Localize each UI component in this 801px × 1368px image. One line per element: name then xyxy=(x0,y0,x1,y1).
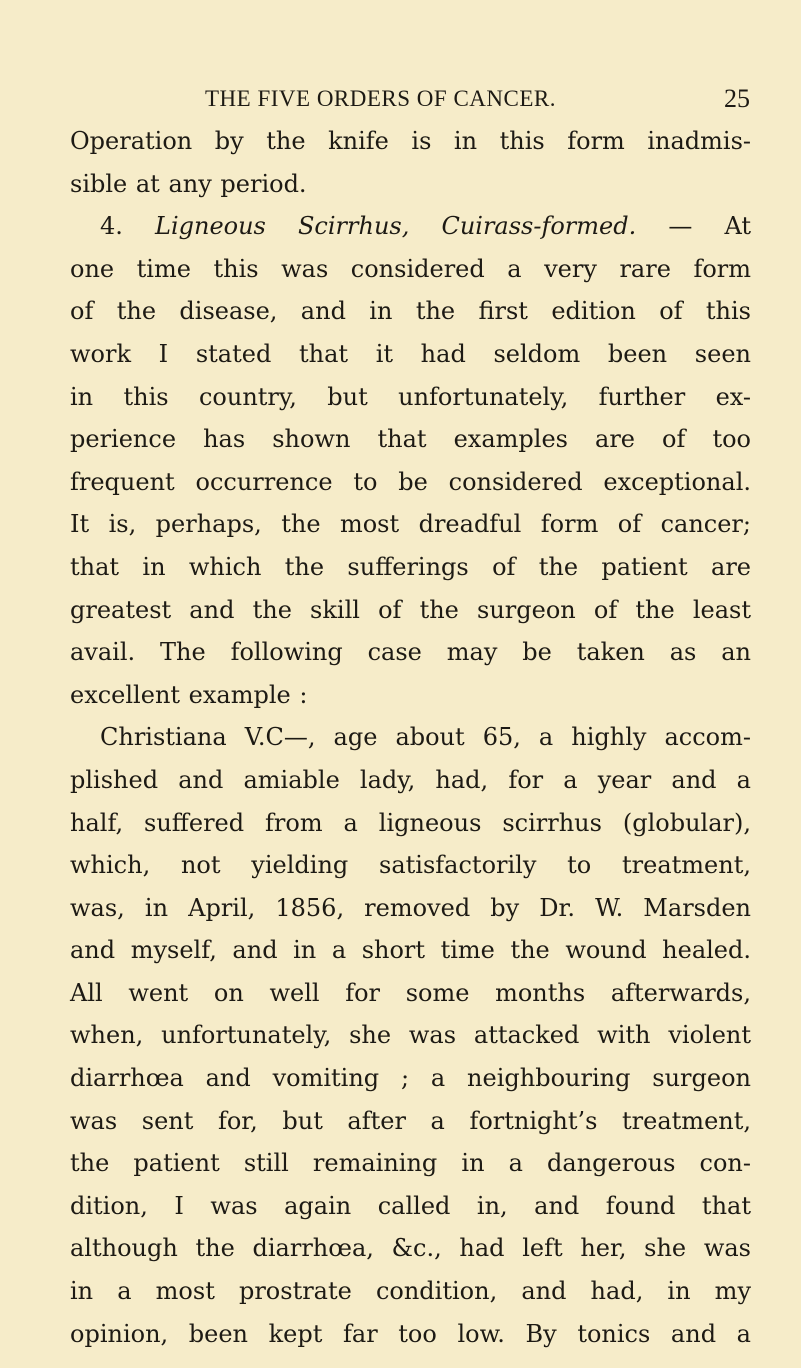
section-title: Ligneous Scirrhus, Cuirass-formed. xyxy=(155,212,637,241)
text-line: avail. The following case may be taken as an xyxy=(70,638,751,667)
text-line: one time this was considered a very rare form xyxy=(70,254,751,283)
running-title: THE FIVE ORDERS OF CANCER. xyxy=(205,86,557,111)
running-head xyxy=(0,84,801,114)
text-line: It is, perhaps, the most dreadful form of cancer; xyxy=(70,510,751,539)
text-line: frequent occurrence to be considered exceptional. xyxy=(70,467,751,496)
section-number: 4. xyxy=(100,212,156,241)
text-line: plished and amiable lady, had, for a year and a xyxy=(70,765,751,794)
text-line: in this country, but unfortunately, further ex- xyxy=(70,382,751,411)
page-number: 25 xyxy=(724,84,750,113)
text-line: in a most prostrate condition, and had, in my xyxy=(70,1277,751,1306)
text-line: of the disease, and in the first edition of this xyxy=(70,297,751,326)
text-line: and myself, and in a short time the wound healed. xyxy=(70,936,751,965)
text-line: All went on well for some months afterwards, xyxy=(70,978,751,1007)
text-line: work I stated that it had seldom been seen xyxy=(70,339,751,368)
section-heading-rest: — At xyxy=(636,212,752,241)
text-line: excellent example : xyxy=(70,680,308,709)
text-line: although the diarrhœa, &c., had left her, she was xyxy=(70,1234,751,1263)
text-line: was sent for, but after a fortnight’s treatment, xyxy=(70,1106,751,1135)
text-line: greatest and the skill of the surgeon of the least xyxy=(70,595,751,624)
section-heading-line xyxy=(70,205,751,248)
text-line: that in which the sufferings of the patient are xyxy=(70,552,751,581)
text-line: Christiana V.C—, age about 65, a highly accom- xyxy=(100,723,751,752)
text-line: opinion, been kept far too low. By tonics and a xyxy=(70,1319,751,1348)
text-line: sible at any period. xyxy=(70,169,307,198)
body-text xyxy=(70,120,751,1355)
text-line: which, not yielding satisfactorily to treatment, xyxy=(70,851,751,880)
text-line: dition, I was again called in, and found that xyxy=(70,1191,751,1220)
text-line: when, unfortunately, she was attacked with violent xyxy=(70,1021,751,1050)
text-line: the patient still remaining in a dangerous con- xyxy=(70,1149,751,1178)
text-line: perience has shown that examples are of too xyxy=(70,425,751,454)
text-line: was, in April, 1856, removed by Dr. W. Marsden xyxy=(70,893,751,922)
text-line: half, suffered from a ligneous scirrhus (globular), xyxy=(70,808,751,837)
text-line: Operation by the knife is in this form inadmis- xyxy=(70,127,751,155)
text-line: diarrhœa and vomiting ; a neighbouring surgeon xyxy=(70,1064,751,1093)
